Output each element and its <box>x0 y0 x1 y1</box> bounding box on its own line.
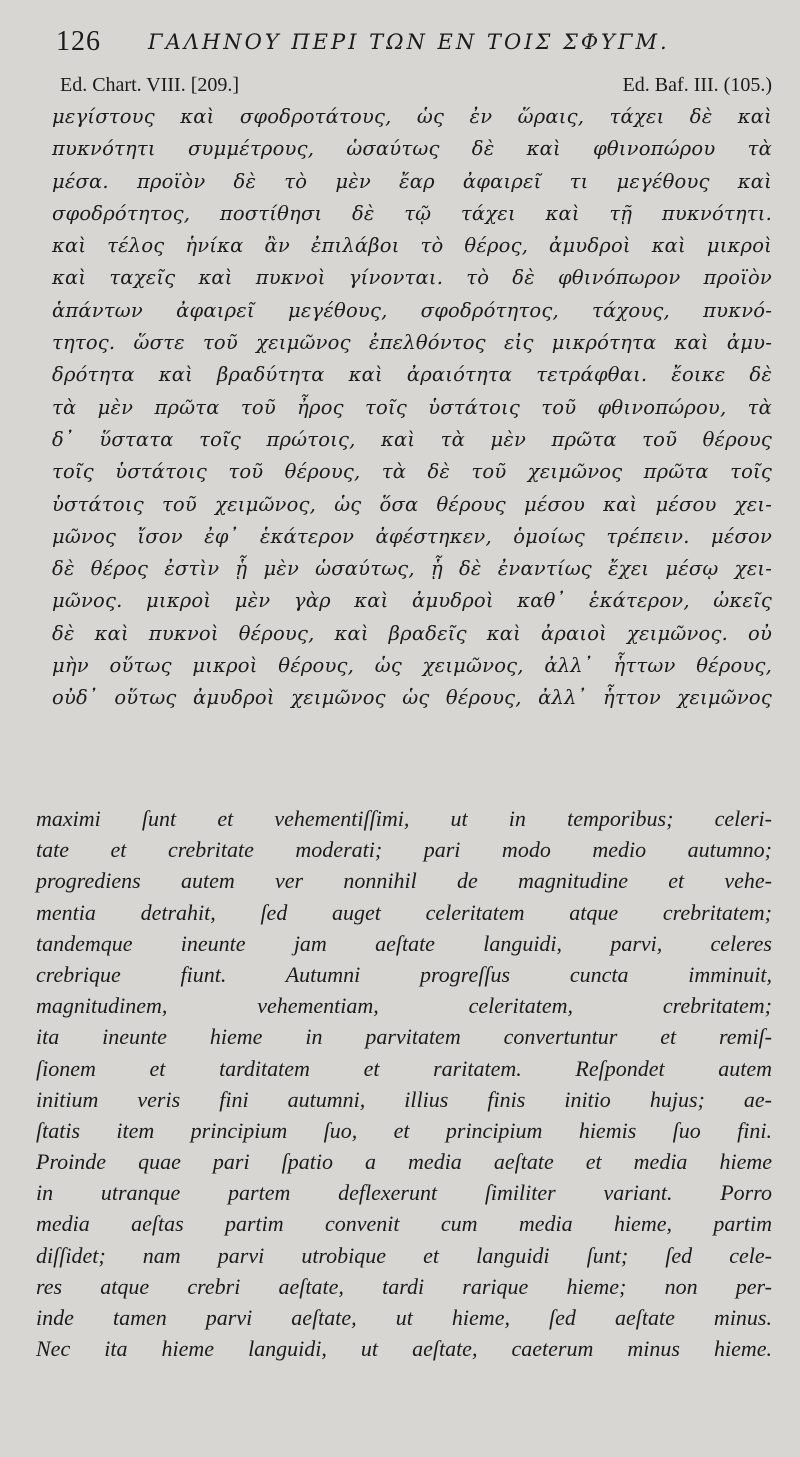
latin-line: maximi ſunt et vehementiſſimi, ut in temporibus; celeri- <box>36 806 772 831</box>
latin-line: in utranque partem deflexerunt ſimiliter variant. Porro <box>36 1180 772 1206</box>
page-number: 126 <box>56 26 101 57</box>
greek-line: σφοδρότητος, ποστίθησι δὲ τῷ τάχει καὶ τῇ πυκνότητι. <box>52 201 772 225</box>
running-title: ΓΑΛΗΝΟΥ ΠΕΡΙ ΤΩΝ ΕΝ ΤΟΙΣ ΣΦΥΓΜ. <box>148 30 670 54</box>
edition-reference-basel: Ed. Baf. III. (105.) <box>622 74 772 96</box>
edition-reference-chartier: Ed. Chart. VIII. [209.] <box>60 74 240 96</box>
latin-line: Nec ita hieme languidi, ut aeſtate, caeterum minus hieme. <box>36 1336 772 1362</box>
page-header <box>56 26 744 60</box>
greek-line: πυκνότητι συμμέτρους, ὡσαύτως δὲ καὶ φθινοπώρου τὰ <box>52 137 772 161</box>
latin-line: initium veris fini autumni, illius finis initio hujus; ae- <box>36 1086 772 1112</box>
greek-line: μῶνος. μικροὶ μὲν γὰρ καὶ ἀμυδροὶ καθ᾽ ἑκάτερον, ὠκεῖς <box>52 589 772 613</box>
greek-line: δ᾽ ὕστατα τοῖς πρώτοις, καὶ τὰ μὲν πρῶτα τοῦ θέρους <box>52 427 772 451</box>
latin-text-block <box>36 803 772 1364</box>
greek-line: καὶ ταχεῖς καὶ πυκνοὶ γίνονται. τὸ δὲ φθινόπωρον προϊὸν <box>52 266 772 290</box>
latin-line: res atque crebri aeſtate, tardi rarique hieme; non per- <box>36 1273 772 1299</box>
greek-line: τητος. ὥστε τοῦ χειμῶνος ἐπελθόντος εἰς μικρότητα καὶ ἀμυ- <box>52 331 772 355</box>
greek-line: μέσα. προϊὸν δὲ τὸ μὲν ἔαρ ἀφαιρεῖ τι μεγέθους καὶ <box>52 169 772 193</box>
greek-line: ὑστάτοις τοῦ χειμῶνος, ὡς ὅσα θέρους μέσου καὶ μέσου χει- <box>52 492 772 516</box>
latin-line: inde tamen parvi aeſtate, ut hieme, ſed aeſtate minus. <box>36 1305 772 1330</box>
greek-line: τὰ μὲν πρῶτα τοῦ ἦρος τοῖς ὑστάτοις τοῦ φθινοπώρου, τὰ <box>52 395 772 419</box>
greek-line: δὲ θέρος ἐστὶν ᾗ μὲν ὡσαύτως, ᾗ δὲ ἐναντίως ἔχει μέσῳ χει- <box>52 557 772 581</box>
greek-text-block <box>52 101 772 715</box>
latin-line: Proinde quae pari ſpatio a media aeſtate et media hieme <box>36 1149 772 1175</box>
latin-line: tandemque ineunte jam aeſtate languidi, parvi, celeres <box>36 930 772 956</box>
greek-line: μῶνος ἴσον ἐφ᾽ ἑκάτερον ἀφέστηκεν, ὁμοίως τρέπειν. μέσον <box>52 524 772 548</box>
greek-line: ἁπάντων ἀφαιρεῖ μεγέθους, σφοδρότητος, τάχους, πυκνό- <box>52 298 772 322</box>
greek-line: καὶ τέλος ἡνίκα ἂν ἐπιλάβοι τὸ θέρος, ἀμυδροὶ καὶ μικροὶ <box>52 234 772 258</box>
latin-line: diſſidet; nam parvi utrobique et languidi ſunt; ſed cele- <box>36 1242 772 1268</box>
latin-line: mentia detrahit, ſed auget celeritatem atque crebritatem; <box>36 899 772 925</box>
latin-line: ſtatis item principium ſuo, et principium hiemis ſuo fini. <box>36 1117 772 1143</box>
greek-line: δρότητα καὶ βραδύτητα καὶ ἀραιότητα τετράφθαι. ἔοικε δὲ <box>52 363 772 387</box>
latin-line: tate et crebritate moderati; pari modo medio autumno; <box>36 837 772 863</box>
latin-line: progrediens autem ver nonnihil de magnitudine et vehe- <box>36 868 772 894</box>
greek-line: οὐδ᾽ οὕτως ἀμυδροὶ χειμῶνος ὡς θέρους, ἀλλ᾽ ἧττον χειμῶνος <box>52 686 772 710</box>
latin-line: ſionem et tarditatem et raritatem. Reſpondet autem <box>36 1055 772 1081</box>
latin-line: magnitudinem, vehementiam, celeritatem, crebritatem; <box>36 993 772 1019</box>
latin-line: crebrique fiunt. Autumni progreſſus cuncta imminuit, <box>36 961 772 987</box>
edition-references <box>60 74 772 100</box>
greek-line: δὲ καὶ πυκνοὶ θέρους, καὶ βραδεῖς καὶ ἀραιοὶ χειμῶνος. οὐ <box>52 621 772 645</box>
greek-line: τοῖς ὑστάτοις τοῦ θέρους, τὰ δὲ τοῦ χειμῶνος πρῶτα τοῖς <box>52 460 772 484</box>
greek-line: μεγίστους καὶ σφοδροτάτους, ὡς ἐν ὥραις, τάχει δὲ καὶ <box>52 105 772 128</box>
latin-line: ita ineunte hieme in parvitatem convertuntur et remiſ- <box>36 1024 772 1050</box>
greek-line: μὴν οὕτως μικροὶ θέρους, ὡς χειμῶνος, ἀλλ᾽ ἧττων θέρους, <box>52 654 772 678</box>
latin-line: media aeſtas partim convenit cum media hieme, partim <box>36 1211 772 1237</box>
